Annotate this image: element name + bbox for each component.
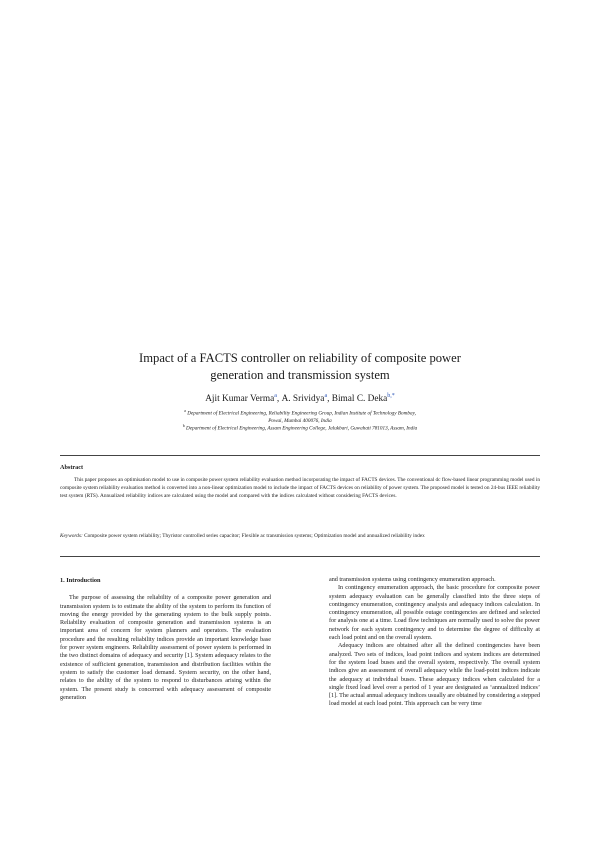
author: A. Srividya$^a$, xyxy=(281,393,332,405)
affil-line: Powai, Mumbai 400076, India xyxy=(268,417,332,424)
paper-title xyxy=(60,350,540,384)
affiliation-b xyxy=(60,422,540,433)
divider xyxy=(60,556,540,557)
author-name: A. Srividya xyxy=(281,394,325,405)
author-name: Ajit Kumar Verma xyxy=(205,394,275,405)
author-name: Bimal C. Deka xyxy=(331,394,388,405)
paragraph: The purpose of assessing the reliability of a composite power generation and transmission system is to estimate the ability of the system to perform its function of moving the energy provided by the generating system to the bulk supply points. Reliability evaluation of composite generation and transmission systems is an important area of concern for system planners and operators. The evaluation procedure and the resulting reliability indices provide an important knowledge base for power system engineers. Reliability assessment of power system is performed in the two distinct domains of adequacy and security [1]. System adequacy relates to the existence of sufficient generation, transmission and distribution facilities within the system to satisfy the customer load demand. System security, on the other hand, relates to the ability of the system to respond to disturbances arising within the system. The present study is concerned with adequacy assessment of composite generation xyxy=(60,595,271,701)
abstract-heading: Abstract xyxy=(60,464,84,471)
author: Ajit Kumar Verma$^a$, xyxy=(205,393,282,405)
affil-line: Department of Electrical Engineering, Reliability Engineering Group, Indian Institute of Technology Bombay, xyxy=(187,410,416,417)
author-affil-mark: b,* xyxy=(387,393,395,399)
abstract-text: This paper proposes an optimisation model to use in composite power system reliability evaluation method incorporating the impact of FACTS devices. The conventional dc flow-based linear programming model used in composite system reliability evaluation method is converted into a non-linear optimization model to include the impact of FACTS devices on reliability of power system. The proposed model is tested on 24-bus IEEE reliability test system (RTS). Annualized reliability indices are calculated using the model and compared with the indices calculated without considering FACTS devices. xyxy=(60,477,540,499)
affil-mark: a xyxy=(184,408,186,413)
right-column xyxy=(329,576,540,709)
affil-mark: b xyxy=(182,423,185,428)
paragraph: and transmission systems using contingency enumeration approach. xyxy=(329,577,496,583)
author-affil-mark: a xyxy=(324,393,328,399)
keywords xyxy=(60,533,540,541)
paragraph: Adequacy indices are obtained after all the defined contingencies have been analyzed. Two sets of indices, load point indices and system indices are determined for the system load buses and the overall system, respectively. The overall system indices give an assessment of overall adequacy while the load-point indices indicate the adequacy at individual buses. These adequacy indices when calculated for a single fixed load level over a period of 1 year are designated as ‘annualized indices’ [1]. The actual annual adequacy indices usually are obtained by considering a stepped load model at each load point. This approach can be very time xyxy=(329,643,540,708)
title-line-2: generation and transmission system xyxy=(210,368,390,382)
paragraph: In contingency enumeration approach, the basic procedure for composite power system adequacy evaluation can be generally classified into the three steps of contingency enumeration, contingency analysis and adequacy indices calculation. In contingency enumeration, all possible outage contingencies are defined and selected for analysis one at a time. Load flow techniques are normally used to solve the power network for each system contingency and to determine the degree of difficulty at each load point and on the overall system. xyxy=(329,585,540,642)
keywords-text: Composite power system reliability; Thyristor controlled series capacitor; Flexible ac transmission systems; Optimization model and annualized reliability index xyxy=(82,533,425,539)
title-line-1: Impact of a FACTS controller on reliability of composite power xyxy=(139,351,461,365)
keywords-label: Keywords: xyxy=(60,533,83,539)
author-affil-mark: a xyxy=(274,393,277,399)
author-list xyxy=(60,390,540,405)
section-heading: 1. Introduction xyxy=(60,577,101,584)
left-column xyxy=(60,577,271,702)
author xyxy=(332,394,395,404)
divider xyxy=(60,455,540,456)
affil-line: Department of Electrical Engineering, Assam Engineering College, Jalukbari, Guwahati 781013, Assam, India xyxy=(186,425,418,432)
